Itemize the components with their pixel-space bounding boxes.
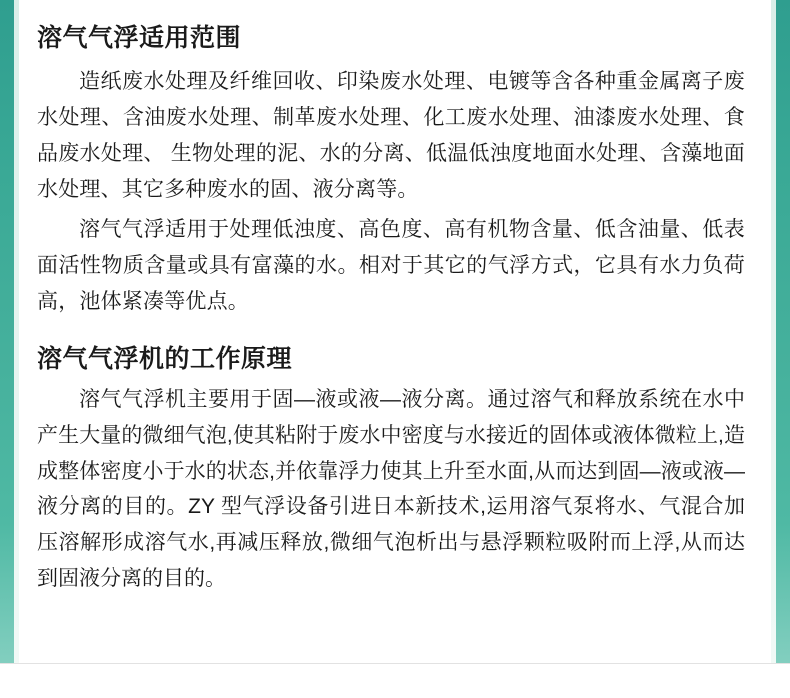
section-paragraph: 溶气气浮适用于处理低浊度、高色度、高有机物含量、低含油量、低表面活性物质含量或具有富藻的水。相对于其它的气浮方式，它具有水力负荷高，池体紧凑等优点。 (37, 218, 745, 314)
section-title-principle: 溶气气浮机的工作原理 (37, 344, 293, 373)
document-content (19, 0, 771, 664)
right-accent-bar-inner (771, 0, 776, 698)
left-accent-bar (0, 0, 14, 698)
section-title-scope: 溶气气浮适用范围 (37, 24, 242, 52)
right-accent-bar (776, 0, 790, 698)
section-paragraph: 造纸废水处理及纤维回收、印染废水处理、电镀等含各种重金属离子废水处理、含油废水处理、制革废水处理、化工废水处理、油漆废水处理、食品废水处理、 生物处理的泥、水的分离、低温低浊度地面水处理、含藻地面水处理、其它多种废水的固、液分离等。 (37, 69, 745, 202)
section-paragraph: 溶气气浮机主要用于固—液或液—液分离。通过溶气和释放系统在水中产生大量的微细气泡,使其粘附于废水中密度与水接近的固体或液体微粒上,造成整体密度小于水的状态,并依靠浮力使其上升至水面,从而达到固—液或液—液分离的目的。ZY 型气浮设备引进日本新技术,运用溶气泵将水、气混合加压溶解形成溶气水,再减压释放,微细气泡析出与悬浮颗粒吸附而上浮,从而达到固液分离的目的。 (37, 388, 745, 590)
page-footer-strip (0, 663, 790, 698)
